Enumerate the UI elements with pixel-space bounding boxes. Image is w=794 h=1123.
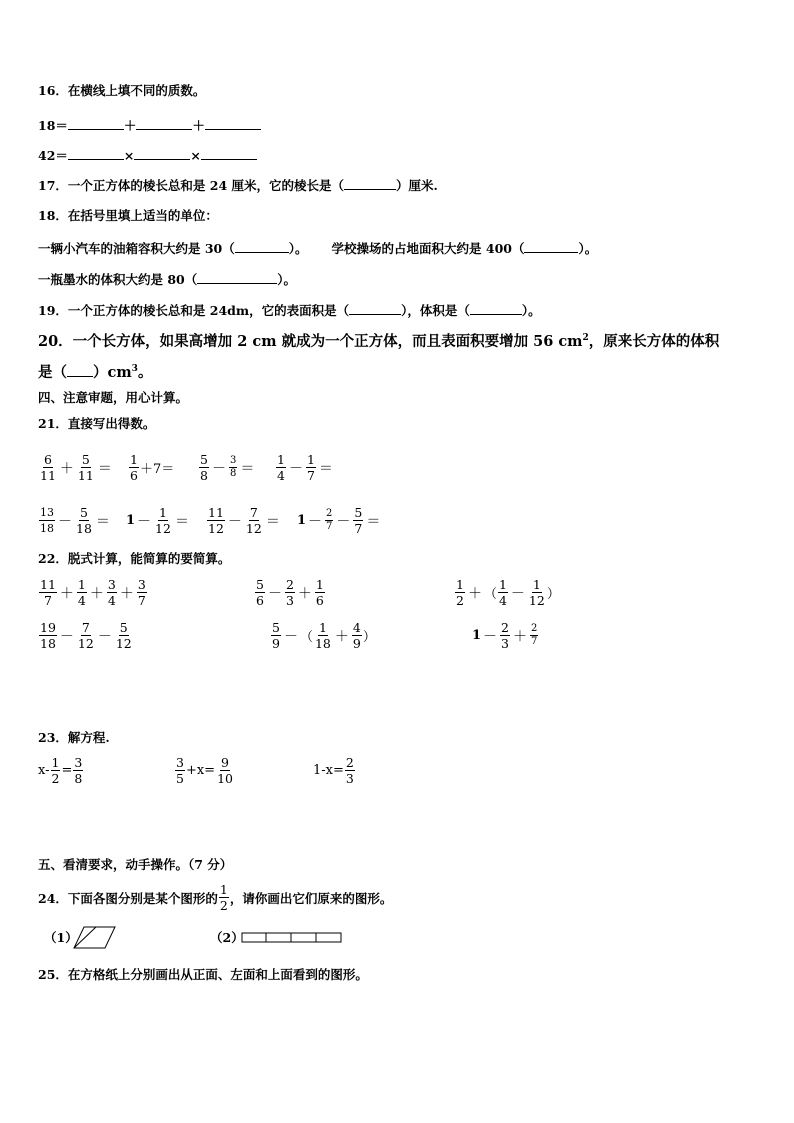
blank[interactable] (201, 147, 257, 160)
blank[interactable] (524, 240, 578, 253)
q18-b1: 学校操场的占地面积大约是 400（ (331, 241, 525, 256)
blank[interactable] (205, 117, 261, 130)
parallelogram-shape (72, 926, 118, 950)
q20-e: 。 (137, 364, 153, 381)
fraction: $\frac{1}{4}$ (498, 577, 507, 608)
q21-item-1: $\frac{6}{11}$ ＋ $\frac{5}{11}$ ＝ (40, 452, 112, 483)
q24-text: 24．下面各图分别是某个图形的 $\frac{1}{2}$ ，请你画出它们原来的图形。 (38, 882, 393, 913)
fraction: $\frac{11}{12}$ (208, 505, 224, 536)
plus-sign: ＋ (123, 118, 137, 133)
fraction: $\frac{7}{12}$ (245, 505, 262, 536)
fraction: $\frac{1}{18}$ (314, 620, 331, 651)
fraction: $\frac{3}{7}$ (137, 577, 146, 608)
q19-b: ），体积是（ (401, 303, 470, 318)
fraction: $\frac{3}{8}$ (74, 755, 83, 786)
blank[interactable] (68, 147, 124, 160)
blank[interactable] (136, 117, 192, 130)
q19 (38, 302, 541, 319)
fraction: $\frac{2}{3}$ (285, 577, 294, 608)
segmented-rectangle-shape (241, 932, 343, 944)
q20-b: ，原来长方体的体积 (588, 333, 720, 350)
q21-item-5: $\frac{13}{18}$ － $\frac{5}{18}$ ＝ (40, 505, 110, 536)
times-sign: × (190, 148, 201, 163)
q22-item-2: $\frac{5}{6}$ － $\frac{2}{3}$ ＋ $\frac{1}{6}$ (256, 577, 324, 608)
fraction: $\frac{1}{12}$ (528, 577, 545, 608)
q18-a1: 一辆小汽车的油箱容积大约是 30（ (38, 241, 235, 256)
fraction: $\frac{5}{6}$ (256, 577, 264, 608)
q24-label-2: （2） (210, 930, 244, 945)
q22-item-4: $\frac{19}{18}$ － $\frac{7}{12}$ － $\frac{5}{12}$ (40, 620, 132, 651)
q22-item-5: $\frac{5}{9}$ － （ $\frac{1}{18}$ ＋ $\frac{4}{9}$ ） (272, 620, 376, 651)
q20-d: ）cm (93, 364, 132, 381)
q16-title: 16．在横线上填不同的质数。 (38, 83, 206, 98)
fraction: $\frac{1}{2}$ (51, 755, 60, 786)
q18-c1: 一瓶墨水的体积大约是 80（ (38, 272, 198, 287)
q18-row2 (38, 271, 296, 288)
q20-line1 (38, 334, 719, 350)
fraction: $\frac{5}{9}$ (272, 620, 280, 651)
fraction: $\frac{1}{6}$ (130, 452, 138, 483)
fraction: $\frac{5}{12}$ (115, 620, 132, 651)
fraction: $\frac{13}{18}$ (40, 506, 54, 535)
q21-item-7: $\frac{11}{12}$ － $\frac{7}{12}$ ＝ (208, 505, 280, 536)
q19-c: ）。 (521, 303, 541, 318)
section-5-heading: 五、看清要求，动手操作。（7 分） (38, 857, 233, 872)
q24-label-1: （1） (44, 930, 78, 945)
fraction: $\frac{1}{2}$ (456, 577, 464, 608)
fraction: $\frac{11}{7}$ (40, 577, 56, 608)
q20-line2 (38, 364, 152, 381)
fraction: $\frac{19}{18}$ (40, 620, 56, 651)
fraction: $\frac{7}{12}$ (77, 620, 94, 651)
fraction: $\frac{1}{4}$ (77, 577, 86, 608)
fraction: $\frac{1}{6}$ (315, 577, 324, 608)
q16-line2 (38, 147, 257, 164)
fraction: $\frac{9}{10}$ (217, 755, 233, 786)
blank[interactable] (349, 302, 401, 315)
q16-line1-lhs: 18＝ (38, 118, 68, 133)
q16-line1 (38, 117, 261, 134)
q23-eq-1: x- $\frac{1}{2}$ = $\frac{3}{8}$ (38, 755, 83, 786)
q20-sup2: 3 (131, 364, 138, 375)
blank[interactable] (470, 302, 522, 315)
q21-item-3: $\frac{5}{8}$ － $\frac{3}{8}$ ＝ (200, 452, 255, 483)
q19-a: 19．一个正方体的棱长总和是 24dm，它的表面积是（ (38, 303, 350, 318)
q20-a: 20．一个长方体，如果高增加 2 cm 就成为一个正方体，而且表面积要增加 56 cm (38, 333, 583, 350)
q21-item-8: 1 － $\frac{2}{7}$ － $\frac{5}{7}$ ＝ (297, 505, 381, 536)
q22-item-3: $\frac{1}{2}$ ＋ （ $\frac{1}{4}$ － $\frac{1}{12}$ ） (456, 577, 560, 608)
fraction: $\frac{3}{4}$ (107, 577, 116, 608)
q22-title: 22．脱式计算，能简算的要简算。 (38, 551, 231, 566)
blank[interactable] (235, 240, 289, 253)
q17 (38, 177, 438, 194)
blank[interactable] (68, 117, 124, 130)
fraction: $\frac{3}{5}$ (176, 755, 184, 786)
blank[interactable] (67, 364, 93, 377)
q18-c2: ）。 (277, 272, 297, 287)
q17-text-b: ）厘米. (396, 178, 438, 193)
q20-sup1: 2 (582, 333, 589, 344)
blank[interactable] (197, 271, 277, 284)
fraction: $\frac{4}{9}$ (352, 620, 361, 651)
fraction: $\frac{5}{8}$ (200, 452, 208, 483)
plus-sign: ＋ (192, 118, 205, 133)
fraction: $\frac{5}{18}$ (76, 505, 92, 536)
q18-row1 (38, 240, 597, 257)
q23-title: 23．解方程. (38, 730, 110, 745)
q18-b2: ）。 (578, 241, 598, 256)
fraction: $\frac{1}{4}$ (277, 452, 285, 483)
fraction: $\frac{1}{2}$ (219, 882, 228, 913)
q21-title: 21．直接写出得数。 (38, 416, 156, 431)
q17-text-a: 17．一个正方体的棱长总和是 24 厘米，它的棱长是（ (38, 178, 344, 193)
q21-item-2: $\frac{1}{6}$ ＋7＝ (130, 452, 175, 483)
q22-item-1: $\frac{11}{7}$ ＋ $\frac{1}{4}$ ＋ $\frac{3}{4}$ ＋ $\frac{3}{7}$ (40, 577, 146, 608)
fraction: $\frac{3}{8}$ (229, 455, 237, 479)
section-4-heading: 四、注意审题，用心计算。 (38, 390, 189, 405)
fraction: $\frac{5}{11}$ (77, 452, 94, 483)
q16-line2-lhs: 42＝ (38, 148, 68, 163)
q23-eq-3: 1-x= $\frac{2}{3}$ (313, 755, 354, 786)
fraction: $\frac{1}{12}$ (155, 505, 171, 536)
fraction: $\frac{1}{7}$ (306, 452, 315, 483)
q20-c: 是（ (38, 364, 67, 381)
fraction: $\frac{2}{3}$ (345, 755, 354, 786)
blank[interactable] (344, 177, 396, 190)
q21-item-6: 1 － $\frac{1}{12}$ ＝ (126, 505, 189, 536)
fraction: $\frac{2}{7}$ (531, 623, 538, 647)
q18-a2: ）。 (288, 241, 308, 256)
q22-item-6: 1 － $\frac{2}{3}$ ＋ $\frac{2}{7}$ (472, 620, 538, 651)
blank[interactable] (134, 147, 190, 160)
q21-item-4: $\frac{1}{4}$ － $\frac{1}{7}$ ＝ (277, 452, 333, 483)
q25-text: 25．在方格纸上分别画出从正面、左面和上面看到的图形。 (38, 967, 368, 982)
q18-title: 18．在括号里填上适当的单位： (38, 208, 218, 223)
fraction: $\frac{2}{3}$ (501, 620, 509, 651)
fraction: $\frac{5}{7}$ (354, 505, 363, 536)
fraction: $\frac{6}{11}$ (40, 452, 56, 483)
times-sign: × (123, 148, 135, 163)
q23-eq-2: $\frac{3}{5}$ +x= $\frac{9}{10}$ (176, 755, 233, 786)
fraction: $\frac{2}{7}$ (326, 508, 333, 532)
